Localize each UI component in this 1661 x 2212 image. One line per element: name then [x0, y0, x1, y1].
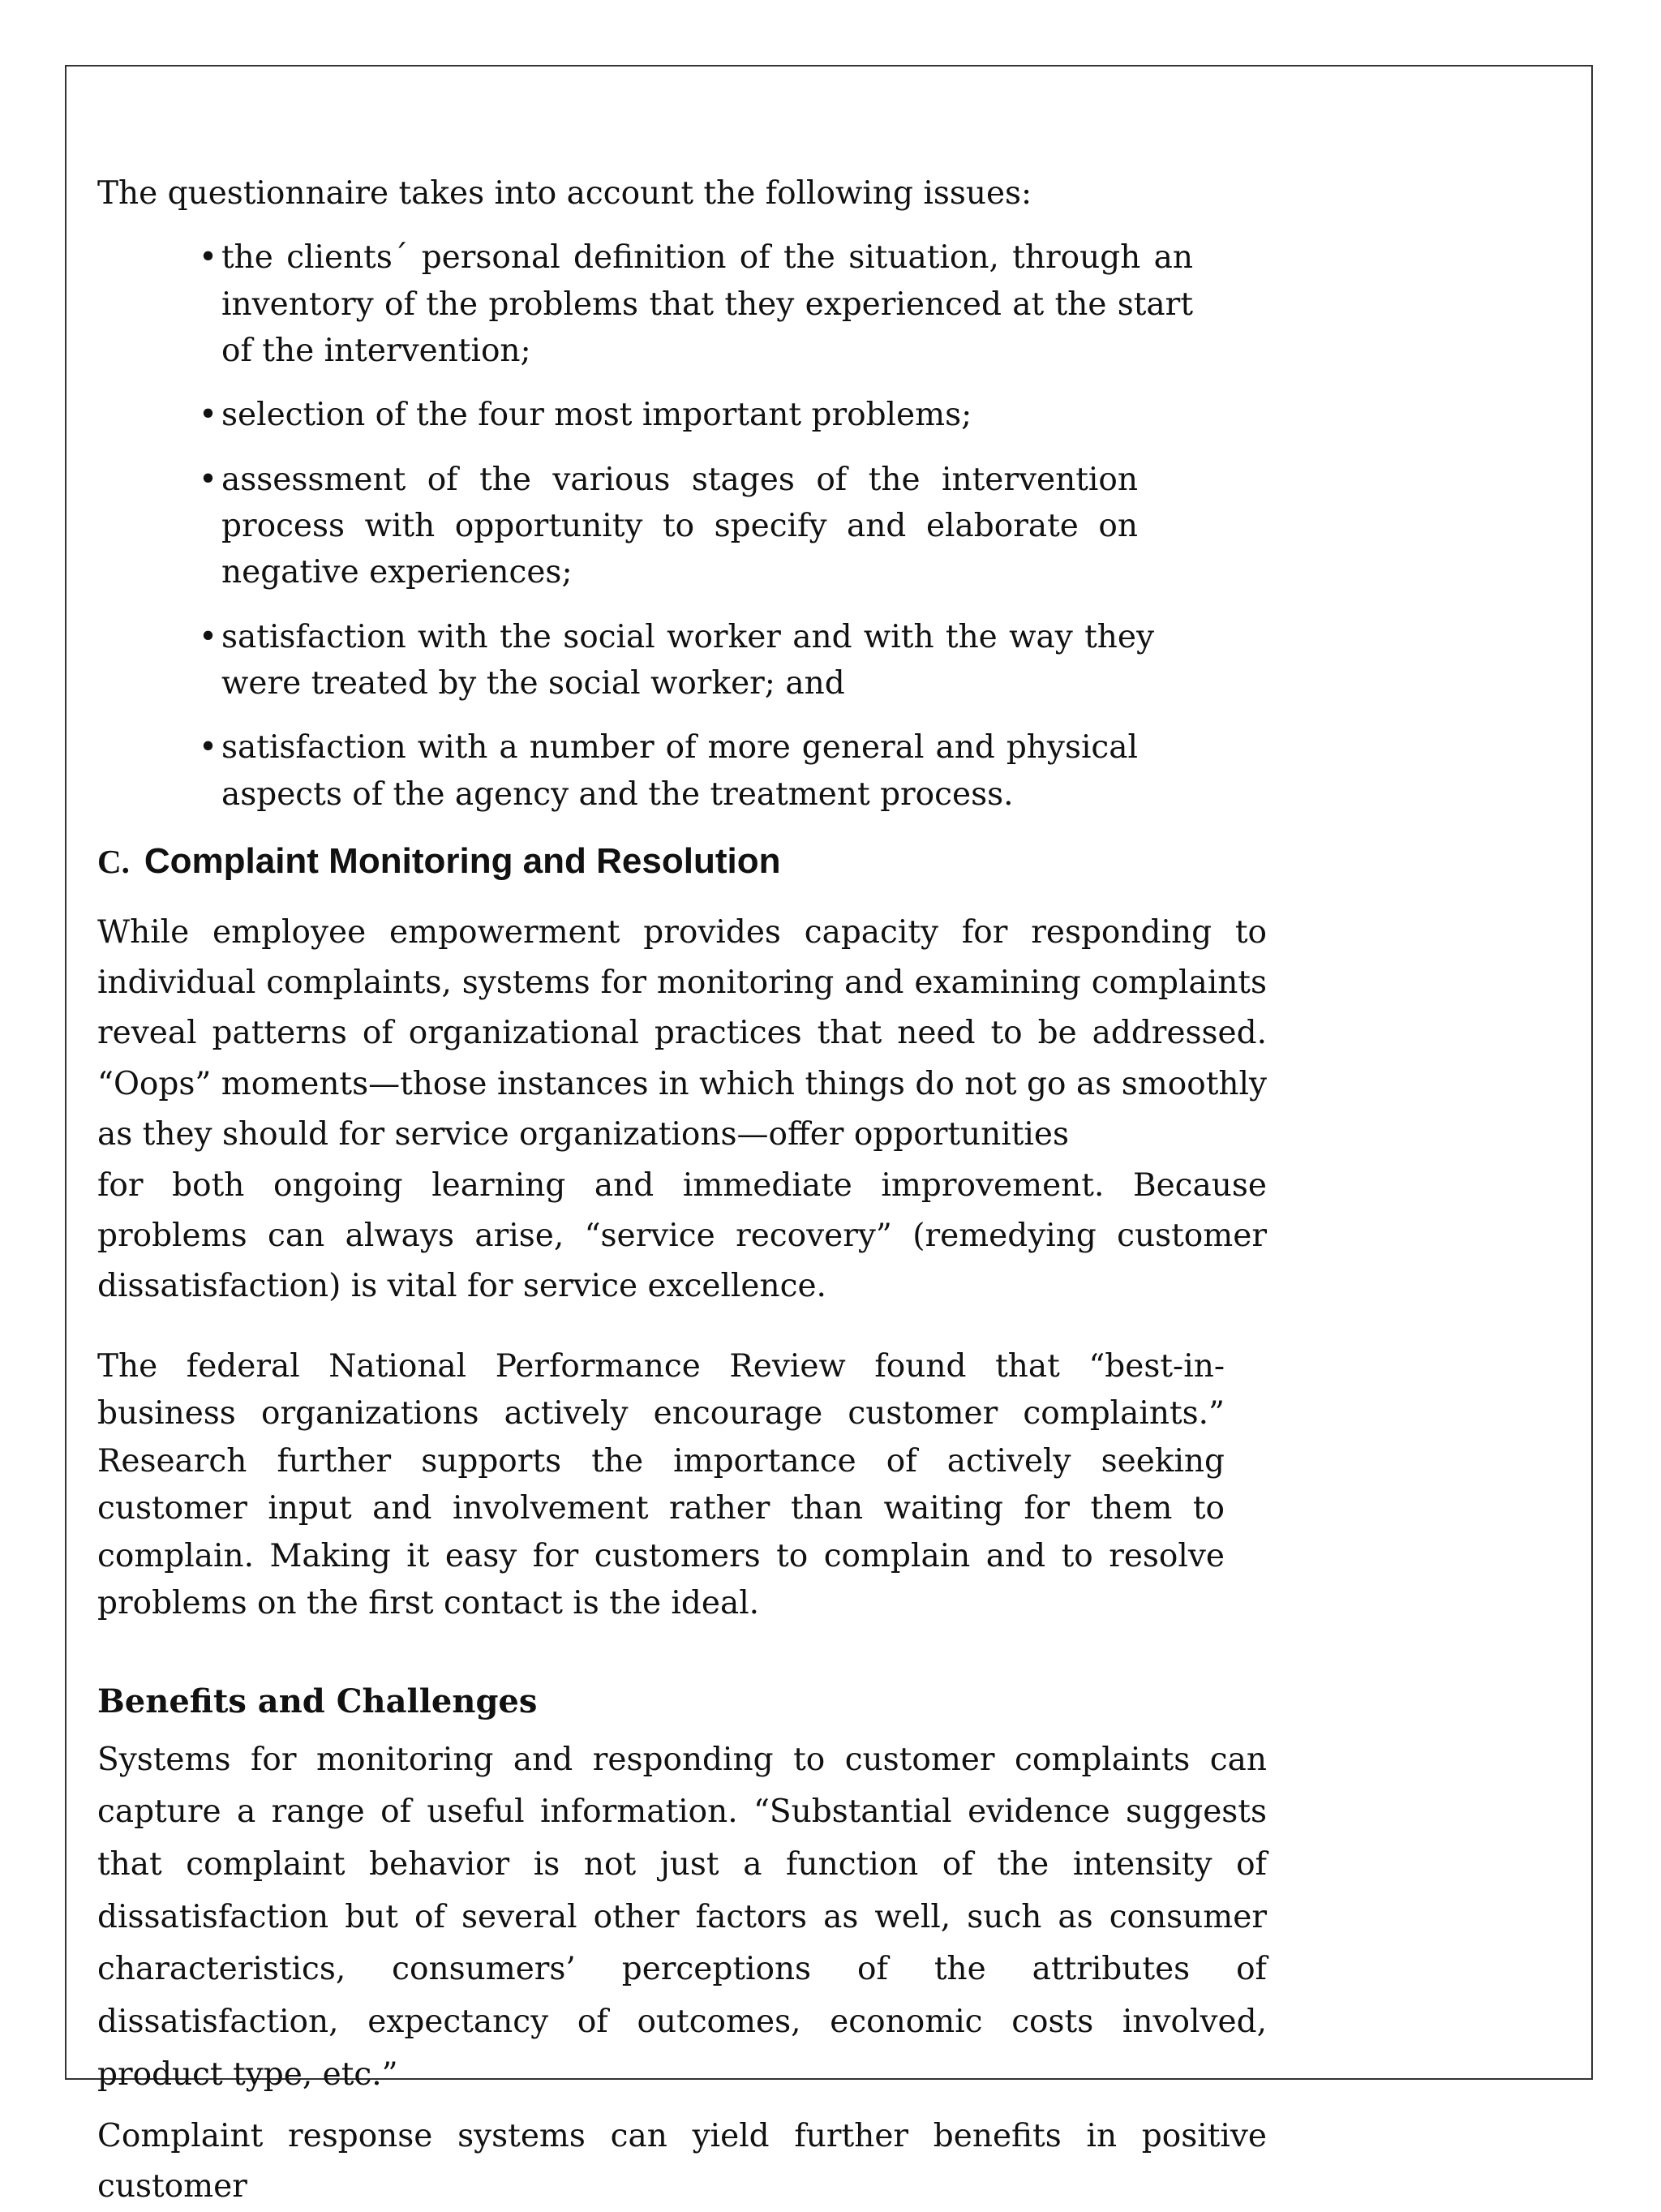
spacer	[97, 1312, 1267, 1343]
list-item-text: the clients´ personal definition of the situation, through an inventory of the problems that they experienced at the start of the intervention;	[221, 239, 1193, 369]
bullet-icon: •	[199, 461, 218, 498]
intro-text: The questionnaire takes into account the following issues:	[97, 175, 1032, 212]
paragraph-response-systems: Complaint response systems can yield further benefits in positive customer	[97, 2117, 1267, 2206]
bullet-icon: •	[199, 729, 218, 767]
list-item-text: selection of the four most important problems;	[221, 397, 972, 434]
list-item	[199, 234, 1193, 374]
list-item	[199, 724, 1138, 818]
issues-list	[199, 234, 1193, 818]
paragraph-benefits: Systems for monitoring and responding to customer complaints can capture a range of useful information. “Substantial evidence suggests that complaint behavior is not just a function of the intensity of dissatisfaction but of several other factors as well, such as consumer characteristics, consumers’ perceptions of the attributes of dissatisfaction, expectancy of outcomes, economic costs involved, product type, etc.”	[97, 1741, 1267, 2093]
list-item	[199, 392, 1170, 438]
list-item	[199, 457, 1138, 596]
subheading-benefits: Benefits and Challenges	[97, 1682, 538, 1720]
bullet-icon: •	[199, 397, 218, 434]
paragraph-performance-review: The federal National Performance Review found that “best-in-business organizations actively encourage customer complaints.” Research further supports the importance of actively seeking customer input and involvement rather than waiting for them to complain. Making it easy for customers to complain and to resolve problems on the first contact is the ideal.	[97, 1347, 1225, 1622]
document-body	[97, 170, 1267, 2212]
bullet-icon: •	[199, 618, 218, 655]
list-item-text: assessment of the various stages of the intervention process with opportunity to specify and elaborate on negative experiences;	[221, 461, 1138, 591]
list-item-text: satisfaction with a number of more general and physical aspects of the agency and the treatment process.	[221, 729, 1138, 813]
paragraph-complaints-intro: While employee empowerment provides capacity for responding to individual complaints, systems for monitoring and examining complaints reveal patterns of organizational practices that need to be addressed. “Oops” moments—those instances in which things do not go as smoothly as they should for service organizations—offer opportunities	[97, 913, 1267, 1153]
spacer	[97, 1628, 1267, 1678]
bullet-icon: •	[199, 239, 218, 277]
section-letter: C.	[97, 842, 130, 880]
list-item	[199, 614, 1154, 707]
section-heading	[97, 835, 1267, 888]
section-title: Complaint Monitoring and Resolution	[144, 840, 781, 881]
list-item-text: satisfaction with the social worker and with the way they were treated by the social worker; and	[221, 618, 1154, 702]
paragraph-complaints-continued: for both ongoing learning and immediate improvement. Because problems can always arise, “service recovery” (remedying customer dissatisfaction) is vital for service excellence.	[97, 1166, 1267, 1305]
